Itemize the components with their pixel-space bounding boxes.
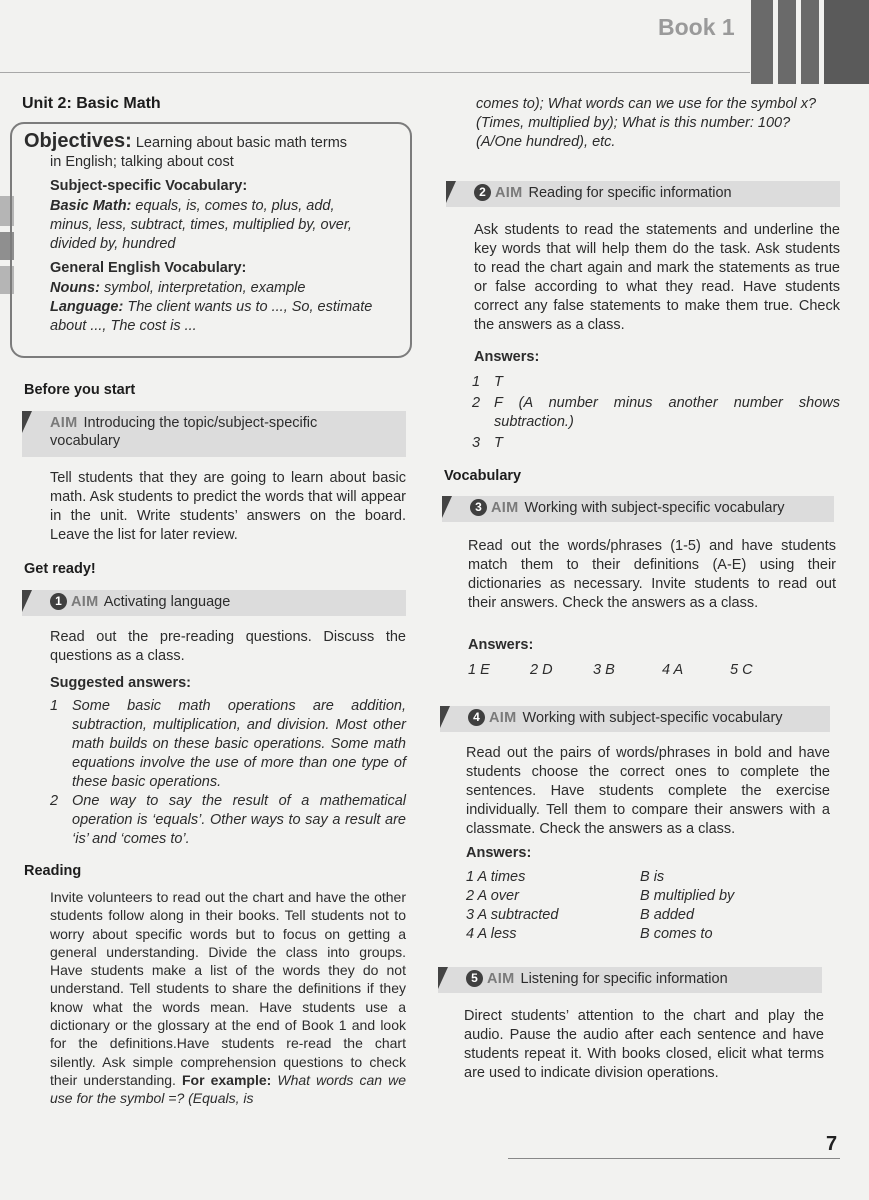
aim2-answers-label: Answers: bbox=[474, 349, 540, 365]
aim-wedge bbox=[22, 411, 32, 433]
answer-item: B added bbox=[640, 907, 695, 923]
objectives-box bbox=[10, 122, 412, 358]
answer-item: 1 A times bbox=[466, 869, 526, 885]
aim5-text: Direct students’ attention to the chart and play the audio. Pause the audio after each sentence and have students repeat it. With books closed, elicit what terms are used to indicate division operations. bbox=[464, 1008, 824, 1081]
aim-intro-bar: AIM Introducing the topic/subject-specific vocabulary bbox=[22, 411, 406, 457]
get-ready-heading: Get ready! bbox=[24, 561, 96, 577]
aim-wedge bbox=[442, 496, 452, 518]
intro-text: Tell students that they are going to learn about basic math. Ask students to predict the words that will appear in the unit. Write students’ answers on the board. Leave the list for later review. bbox=[50, 470, 406, 543]
aim1-text: Read out the pre-reading questions. Discuss the questions as a class. bbox=[50, 629, 406, 664]
aim-wedge bbox=[446, 181, 456, 203]
list-item: 2 One way to say the result of a mathematical operation is ‘equals’. Other ways to say a result are ‘is’ and ‘comes to’. bbox=[50, 793, 406, 847]
aim3-bar: 3 AIM Working with subject-specific vocabulary bbox=[442, 496, 834, 522]
aim-wedge bbox=[438, 967, 448, 989]
answer-item: 3 A subtracted bbox=[466, 907, 559, 923]
aim2-answers-list bbox=[472, 373, 840, 453]
book-label: Book 1 bbox=[658, 14, 735, 40]
reading-text: Invite volunteers to read out the chart and have the other students follow along in their books. Tell students not to worry about specific words but to focus on getting a general understanding. Divide the class into groups. Have students make a list of the words they do not understand. Tell students to share the definitions if they know what the words mean. Have students use a dictionary or the glossary at the end of Book 1 and look for the definitions.Have students re-read the chart silently. Ask simple comprehension questions to check their understanding. For example: What words can we use for the symbol =? (Equals, is bbox=[50, 889, 407, 1107]
reading-heading: Reading bbox=[24, 863, 82, 879]
answer-item: 2 D bbox=[530, 662, 553, 678]
answer-item: 3 B bbox=[593, 662, 615, 678]
aim2-bar: 2 AIM Reading for specific information bbox=[446, 181, 840, 207]
aim4-answers-label: Answers: bbox=[466, 845, 532, 861]
before-you-start-heading: Before you start bbox=[24, 382, 136, 398]
suggested-answers-label: Suggested answers: bbox=[50, 675, 192, 691]
answer-item: 2 A over bbox=[466, 888, 519, 904]
general-vocab: Nouns: symbol, interpretation, example Language: The client wants us to ..., So, estimate about ..., The cost is ... bbox=[50, 280, 373, 334]
subject-vocab-label: Subject-specific Vocabulary: bbox=[50, 178, 248, 194]
footer-rule bbox=[508, 1158, 840, 1159]
aim3-text: Read out the words/phrases (1-5) and have students match them to their definitions (A-E) using their dictionaries as necessary. Invite students to read out their answers. Check the answers as a class. bbox=[468, 538, 836, 611]
list-item: 2 F (A number minus another number shows subtraction.) bbox=[472, 395, 840, 430]
aim4-text: Read out the pairs of words/phrases in bold and have students choose the correct ones to complete the sentences. Have students complete the exercise individually. Tell them to compare their answers with a classmate. Check the answers as a class. bbox=[466, 745, 830, 837]
page-number: 7 bbox=[826, 1133, 838, 1155]
continued-text: comes to); What words can we use for the symbol x? (Times, multiplied by); What is this number: 100? (A/One hundred), etc. bbox=[476, 96, 817, 150]
aim-wedge bbox=[440, 706, 450, 728]
aim1-bar: 1 AIM Activating language bbox=[22, 590, 406, 616]
aim3-answers bbox=[468, 662, 836, 682]
answer-item: 5 C bbox=[730, 662, 753, 678]
answer-item: 4 A bbox=[662, 662, 684, 678]
general-vocab-label: General English Vocabulary: bbox=[50, 260, 247, 276]
aim-wedge bbox=[22, 590, 32, 612]
header-rule bbox=[0, 72, 750, 73]
answer-item: B comes to bbox=[640, 926, 713, 942]
list-item: 3 T bbox=[472, 435, 503, 451]
header-bar bbox=[824, 0, 869, 84]
unit-title: Unit 2: Basic Math bbox=[22, 95, 161, 112]
aim5-bar: 5 AIM Listening for specific information bbox=[438, 967, 822, 993]
answer-item: B is bbox=[640, 869, 665, 885]
list-item: 1 Some basic math operations are addition, subtraction, multiplication, and division. Most other math builds on these basic operations. Some math equations involve the use of more than one type of these basic operations. bbox=[50, 698, 406, 790]
header-bar bbox=[778, 0, 796, 84]
aim3-answers-label: Answers: bbox=[468, 637, 534, 653]
header-bar bbox=[751, 0, 773, 84]
answer-item: 4 A less bbox=[466, 926, 517, 942]
suggested-answers-list bbox=[50, 697, 406, 849]
objectives-heading: Objectives: Learning about basic math terms in English; talking about cost bbox=[24, 130, 348, 170]
aim2-text: Ask students to read the statements and underline the key words that will help them do the task. Ask students to read the chart again and mark the statements as true or false according to what they read. Have students correct any false statements to make them true. Check the answers as a class. bbox=[474, 222, 840, 333]
list-item: 1 T bbox=[472, 374, 503, 390]
aim4-bar: 4 AIM Working with subject-specific vocabulary bbox=[440, 706, 830, 732]
vocabulary-heading: Vocabulary bbox=[444, 468, 522, 484]
basic-math-vocab: Basic Math: equals, is, comes to, plus, add, minus, less, subtract, times, multiplied by, over, divided by, hundred bbox=[50, 198, 352, 252]
answer-item: B multiplied by bbox=[640, 888, 735, 904]
header-bar bbox=[801, 0, 819, 84]
answer-item: 1 E bbox=[468, 662, 490, 678]
aim4-answers bbox=[466, 868, 830, 946]
